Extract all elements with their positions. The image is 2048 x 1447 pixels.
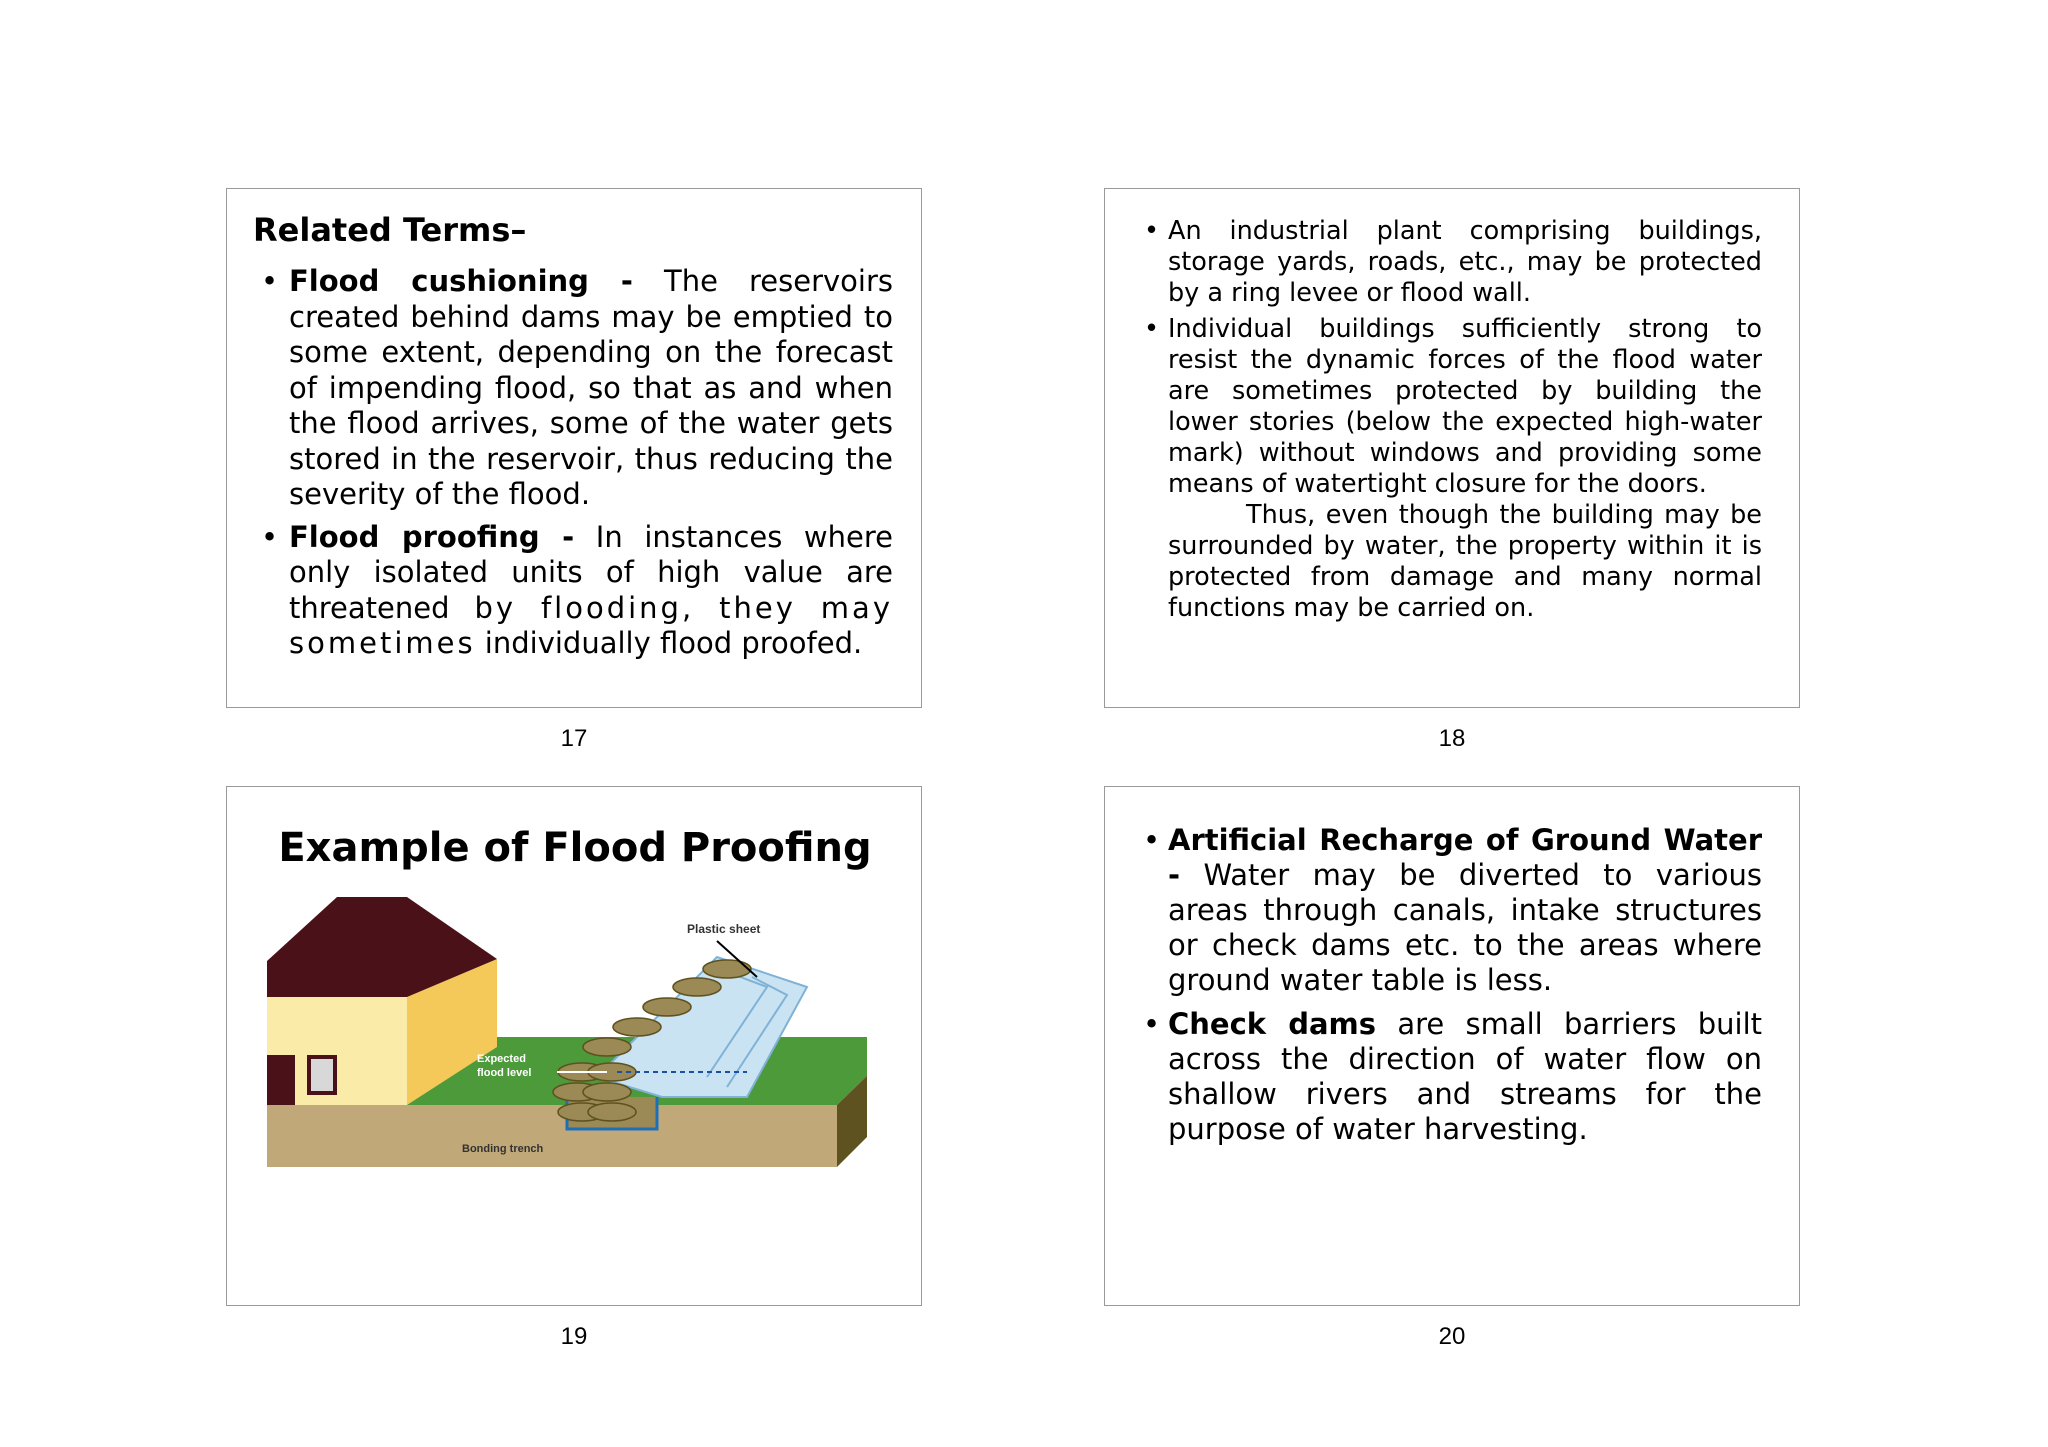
bullet-list xyxy=(289,264,893,669)
bullet-text: Individual buildings sufficiently strong to resist the dynamic forces of the flood water are sometimes protected by building the lower stories (below the expected high-water mark) without windows and providing some means of watertight closure for the doors. xyxy=(1168,314,1762,499)
slide-17 xyxy=(226,188,922,708)
term-artificial-recharge: Artificial Recharge of Ground Water - xyxy=(1168,823,1762,892)
definition-artificial-recharge: Water may be diverted to various areas through canals, intake structures or check dams etc. to the areas where ground water table is less. xyxy=(1168,858,1762,997)
slide-19 xyxy=(226,786,922,1306)
page-number: 18 xyxy=(1438,725,1466,752)
sandbag xyxy=(673,978,721,996)
window-pane xyxy=(311,1059,333,1091)
definition-flood-proofing-spaced: by flooding, they may sometimes xyxy=(289,590,893,660)
slide-20 xyxy=(1104,786,1800,1306)
label-bonding-trench: Bonding trench xyxy=(462,1143,544,1155)
bullet-flood-proofing xyxy=(289,520,893,662)
flood-proofing-illustration xyxy=(267,897,867,1257)
soil-front xyxy=(267,1105,837,1167)
definition-check-dams: are small barriers built across the direction of water flow on shallow rivers and streams for the purpose of water harvesting. xyxy=(1168,1007,1763,1146)
bullet-flood-cushioning xyxy=(289,264,893,513)
term-check-dams: Check dams xyxy=(1168,1007,1377,1041)
page-number: 17 xyxy=(560,725,588,752)
slide-title: Example of Flood Proofing xyxy=(278,825,872,871)
page-number: 20 xyxy=(1438,1323,1466,1350)
definition-flood-proofing-end: individually flood proofed. xyxy=(475,626,863,660)
sandbag xyxy=(588,1103,636,1121)
label-plastic-sheet: Plastic sheet xyxy=(687,922,761,936)
bullet-list xyxy=(1168,216,1762,629)
page-number: 19 xyxy=(560,1323,588,1350)
bullet-check-dams xyxy=(1168,1007,1762,1147)
sandbag xyxy=(613,1018,661,1036)
sandbag xyxy=(643,998,691,1016)
bullet-industrial-plant xyxy=(1168,216,1762,309)
bullet-artificial-recharge xyxy=(1168,823,1762,998)
bullet-list xyxy=(1168,823,1762,1156)
slide-18 xyxy=(1104,188,1800,708)
bullet-individual-buildings xyxy=(1168,314,1762,624)
sandbag xyxy=(703,960,751,978)
term-flood-cushioning: Flood cushioning - xyxy=(289,264,633,298)
sandbag xyxy=(583,1038,631,1056)
term-flood-proofing: Flood proofing - xyxy=(289,519,575,554)
door xyxy=(267,1055,295,1105)
bullet-continuation: Thus, even though the building may be surrounded by water, the property within it is protected from damage and many normal functions may be carried on. xyxy=(1168,500,1762,623)
slide-heading: Related Terms– xyxy=(253,211,527,249)
label-expected-flood-level: Expected xyxy=(477,1053,526,1065)
definition-flood-proofing: In instances where only isolated units of high value are threatened xyxy=(289,519,893,625)
definition-flood-cushioning: The reservoirs created behind dams may be emptied to some extent, depending on the forecast of impending flood, so that as and when the flood arrives, some of the water gets stored in the reservoir, thus reducing the severity of the flood. xyxy=(289,264,893,511)
bullet-text: An industrial plant comprising buildings, storage yards, roads, etc., may be protected by a ring levee or flood wall. xyxy=(1168,216,1762,308)
sandbag xyxy=(583,1083,631,1101)
label-expected-flood-level: flood level xyxy=(477,1067,532,1079)
